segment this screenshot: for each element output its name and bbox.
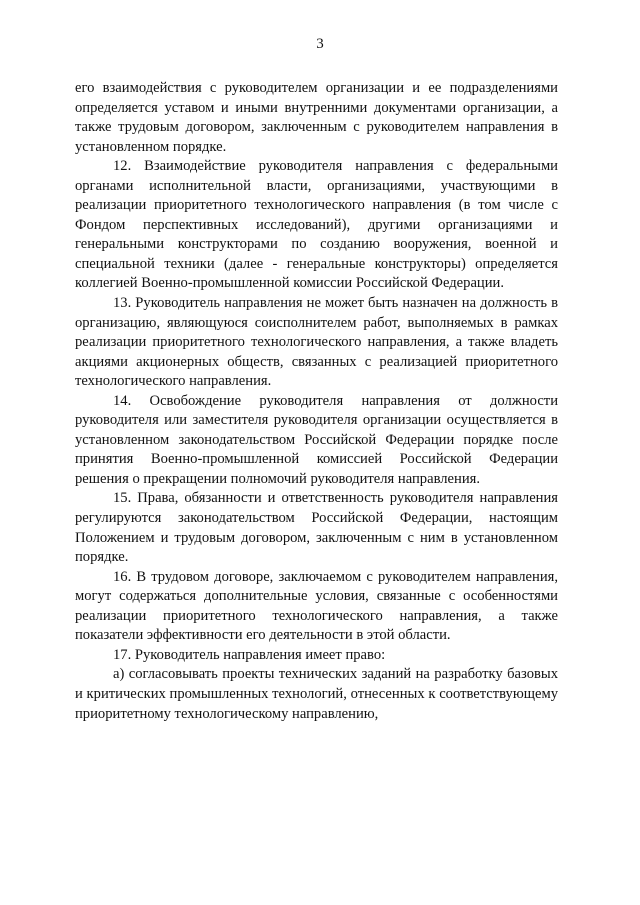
paragraph-17: 17. Руководитель направления имеет право: [113,646,386,663]
paragraph-14: 14. Освобождение руководителя направления от должности руководителя или заместителя руководителя организации осуществляется в установленном законодательством Российской Федерации порядке после принятия Военно-промышленной комиссией Российской Федерации решения о прекращении полномочий руководителя направления. [75,392,558,487]
paragraph-16: 16. В трудовом договоре, заключаемом с руководителем направления, могут содержаться дополнительные условия, связанные с особенностями реализации приоритетного технологического направления, а также показатели эффективности его деятельности в этой области. [75,568,558,644]
paragraph-12: 12. Взаимодействие руководителя направления с федеральными органами исполнительной власти, организациями, участвующими в реализации приоритетного технологического направления (в том числе с Фондом перспективных исследований), другими организациями и генеральными конструкторами по созданию вооружения, военной и специальной техники (далее - генеральные конструкторы) определяется коллегией Военно-промышленной комиссии Российской Федерации. [75,158,558,292]
paragraph-13: 13. Руководитель направления не может быть назначен на должность в организацию, являющуюся соисполнителем работ, выполняемых в рамках реализации приоритетного технологического направления, а также владеть акциями акционерных обществ, связанных с реализацией приоритетного технологического направления. [75,295,558,390]
document-body [75,79,558,724]
paragraph-17a: а) согласовывать проекты технических заданий на разработку базовых и критических промышленных технологий, отнесенных к соответствующему приоритетному технологическому направлению, [75,666,558,722]
page-number: 3 [316,36,324,52]
paragraph-continuation: его взаимодействия с руководителем организации и ее подразделениями определяется уставом и иными внутренними документами организации, а также трудовым договором, заключенным с руководителем направления в установленном порядке. [75,80,558,155]
paragraph-15: 15. Права, обязанности и ответственность руководителя направления регулируются законодательством Российской Федерации, настоящим Положением и трудовым договором, заключенным с ним в установленном порядке. [75,490,558,566]
